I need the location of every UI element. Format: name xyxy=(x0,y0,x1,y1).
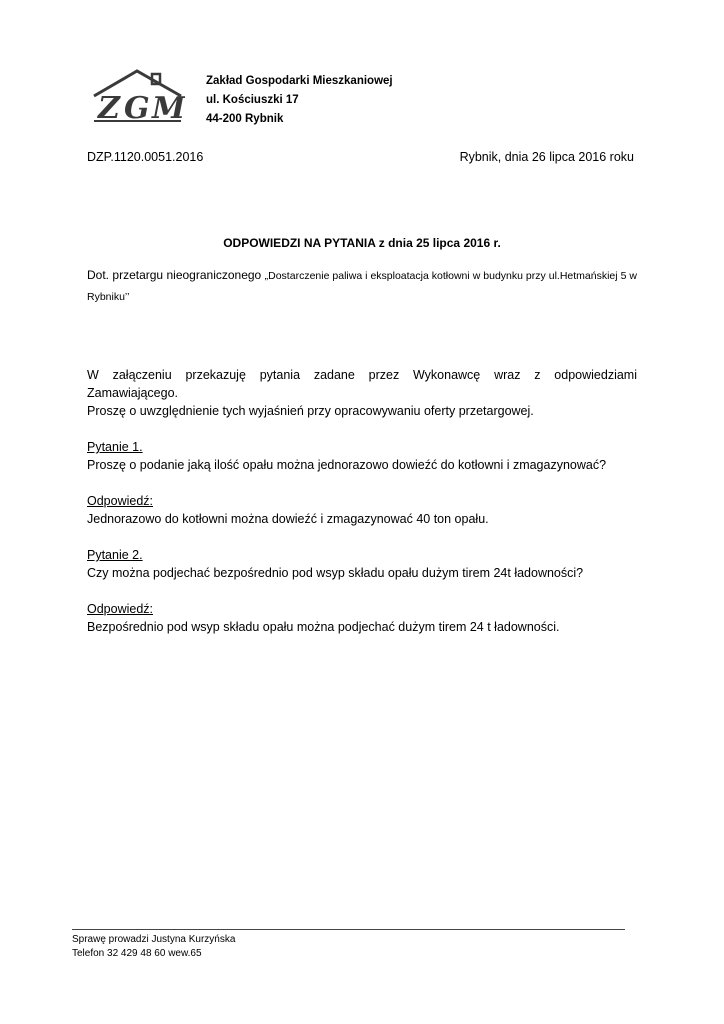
question-1-label: Pytanie 1. xyxy=(87,440,143,454)
subject-quote: „Dostarczenie paliwa i eksploatacja kotłowni w budynku przy ul.Hetmańskiej 5 w Rybniku’’ xyxy=(87,270,637,303)
place-and-date: Rybnik, dnia 26 lipca 2016 roku xyxy=(459,150,634,164)
org-street: ul. Kościuszki 17 xyxy=(206,94,299,106)
reference-number: DZP.1120.0051.2016 xyxy=(87,150,204,164)
svg-text:M: M xyxy=(152,91,185,124)
intro-line-2: Proszę o uwzględnienie tych wyjaśnień przy opracowywaniu oferty przetargowej. xyxy=(87,404,534,418)
question-2-text: Czy można podjechać bezpośrednio pod wsyp składu opału dużym tirem 24t ładowności? xyxy=(87,566,584,580)
answer-1-label: Odpowiedź: xyxy=(87,494,154,508)
document-body xyxy=(87,366,637,636)
subject-paragraph xyxy=(87,265,637,307)
question-2-label: Pytanie 2. xyxy=(87,548,143,562)
svg-text:G: G xyxy=(124,91,150,124)
org-name: Zakład Gospodarki Mieszkaniowej xyxy=(206,75,393,87)
footer-contact-person: Sprawę prowadzi Justyna Kurzyńska xyxy=(72,934,236,945)
subject-prefix: Dot. przetargu nieograniczonego xyxy=(87,268,262,282)
question-1-text: Proszę o podanie jaką ilość opału można jednorazowo dowieźć do kotłowni i zmagazynować? xyxy=(87,458,607,472)
org-city: 44-200 Rybnik xyxy=(206,113,284,125)
answer-2-label: Odpowiedź: xyxy=(87,602,154,616)
organization-address xyxy=(206,72,393,129)
footer-phone: Telefon 32 429 48 60 wew.65 xyxy=(72,948,202,959)
zgm-logo xyxy=(90,68,185,124)
document-title: ODPOWIEDZI NA PYTANIA z dnia 25 lipca 2016 r. xyxy=(223,236,501,250)
answer-2-text: Bezpośrednio pod wsyp składu opału można podjechać dużym tirem 24 t ładowności. xyxy=(87,620,560,634)
footer xyxy=(72,933,235,961)
intro-line-1: W załączeniu przekazuję pytania zadane przez Wykonawcę wraz z odpowiedziami Zamawiającego. xyxy=(87,368,637,400)
answer-1-text: Jednorazowo do kotłowni można dowieźć i zmagazynować 40 ton opału. xyxy=(87,512,489,526)
svg-text:Z: Z xyxy=(98,91,120,124)
footer-divider xyxy=(72,929,625,930)
